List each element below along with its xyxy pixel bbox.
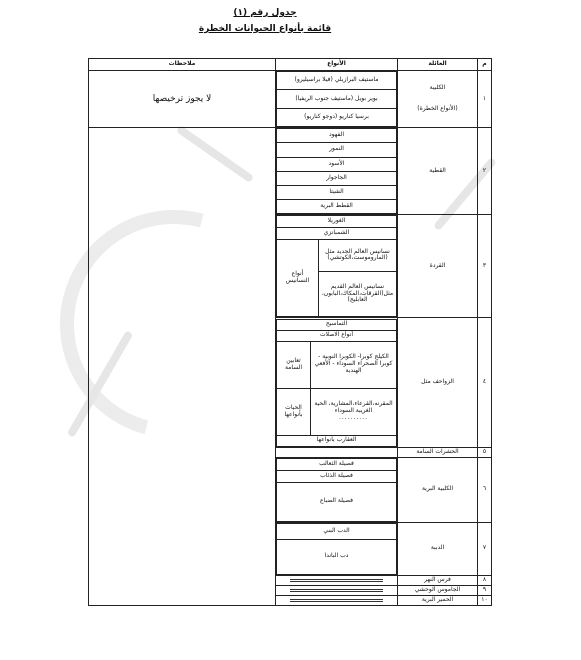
type-item: الفهود	[277, 129, 397, 143]
row-family: القردة	[398, 215, 478, 318]
type-item: الشيتا	[277, 185, 397, 199]
type-item: برسيا كناريو (دوجو كناريو)	[277, 108, 397, 126]
row-num: ٧	[478, 522, 492, 575]
type-item: دب الباندا	[277, 539, 397, 574]
type-item: نسانيس العالم القديم مثل(القرقات،المكاك،البابون، العابليج)	[319, 271, 397, 317]
types-cell-lines	[276, 575, 398, 585]
type-item: العقارب بأنواعها	[277, 435, 397, 446]
type-item: ماستيف البرازيلي (فيلا براسيليرو)	[277, 72, 397, 90]
type-item: فصيلة الذئاب	[277, 470, 397, 482]
type-item: الدب البني	[277, 523, 397, 539]
types-cell	[276, 318, 398, 447]
double-line	[290, 599, 384, 602]
types-cell	[276, 71, 398, 128]
type-item: النمور	[277, 143, 397, 157]
row-num: ٦	[478, 457, 492, 522]
family-label: الكلبية	[429, 84, 446, 92]
row-num: ٨	[478, 575, 492, 585]
row-family: القطية	[398, 128, 478, 215]
type-item: الغوريلا	[277, 216, 397, 228]
row-family: الدببة	[398, 522, 478, 575]
row-family: الحمير البرية	[398, 595, 478, 605]
row-family: الجاموس الوحشي	[398, 585, 478, 595]
types-cell	[276, 215, 398, 318]
row-num: ٢	[478, 128, 492, 215]
row-num: ٤	[478, 318, 492, 447]
type-item: نسانيس العالم الجديد مثل (الماروموست،الكوتشي)	[319, 240, 397, 271]
types-cell-lines	[276, 585, 398, 595]
row-family: الكلبية البرية	[398, 457, 478, 522]
sub-group-label: الحيات بأنواعها	[277, 388, 311, 435]
row-num: ١٠	[478, 595, 492, 605]
type-item: بوير بويل (ماستيف جنوب الريفيا)	[277, 90, 397, 108]
row-num: ٥	[478, 447, 492, 457]
notes-cell: لا يجوز ترخيصها	[89, 71, 276, 128]
table-subtitle: قائمة بأنواع الحيوانات الخطرة	[198, 24, 332, 34]
dangerous-animals-table	[88, 58, 492, 606]
type-item: فصيلة الثعالب	[277, 458, 397, 470]
type-item: الجاجوار	[277, 171, 397, 185]
sub-group-label: أنواع النسانيس	[277, 240, 319, 317]
family-note: (الأنواع الخطرة)	[417, 105, 458, 113]
header-num: م	[478, 59, 492, 71]
type-item	[311, 388, 397, 435]
row-family: الحشرات السامة	[398, 447, 478, 457]
header-notes: ملاحظات	[89, 59, 276, 71]
type-item: الكيلج كوبرا- الكوبرا النوبية - كوبرا الصحراء السوداء - الأفعي الهندية	[311, 341, 397, 388]
type-item: القطط البرية	[277, 199, 397, 213]
double-line	[290, 589, 384, 592]
dots: ..........	[338, 414, 369, 421]
type-item: فصيلة الضباع	[277, 482, 397, 521]
row-num: ٣	[478, 215, 492, 318]
type-item-text: المقرنه،القرعاء،المشارية، الحية الغريبة السوداء	[314, 400, 393, 415]
notes-empty	[89, 128, 276, 606]
row-family	[398, 71, 478, 128]
row-family: فرس النهر	[398, 575, 478, 585]
types-cell-lines	[276, 595, 398, 605]
type-item: التماسيح	[277, 319, 397, 330]
row-family: الزواحف مثل	[398, 318, 478, 447]
header-types: الأنواع	[276, 59, 398, 71]
sub-group-label: ثعابين السامة	[277, 341, 311, 388]
types-cell	[276, 522, 398, 575]
row-num: ٩	[478, 585, 492, 595]
type-item: الشمبانزي	[277, 228, 397, 240]
types-cell	[276, 447, 398, 457]
table-number-title: جدول رقم (١)	[233, 8, 297, 18]
header-family: العائلة	[398, 59, 478, 71]
type-item: الأسود	[277, 157, 397, 171]
type-item: أنواع الاصلات	[277, 330, 397, 341]
types-cell	[276, 457, 398, 522]
double-line	[290, 579, 384, 582]
row-num: ١	[478, 71, 492, 128]
types-cell	[276, 128, 398, 215]
